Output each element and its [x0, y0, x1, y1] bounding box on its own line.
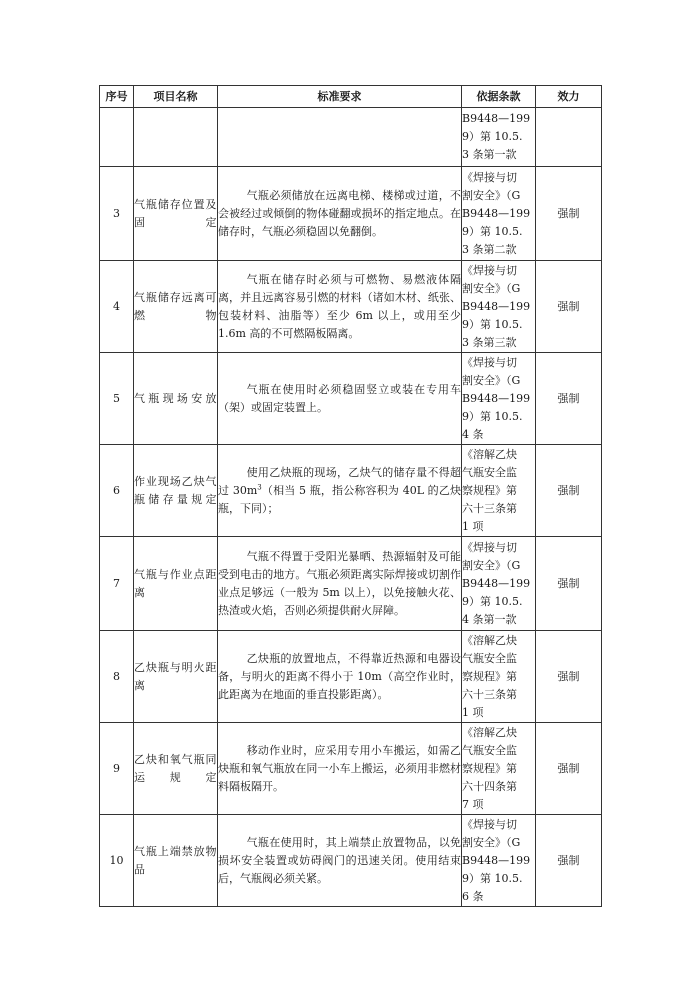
table-row	[100, 631, 602, 723]
cell-requirement: 气瓶在使用时必须稳固竖立或装在专用车（架）或固定装置上。	[218, 353, 462, 445]
cell-no: 5	[100, 353, 134, 445]
header-effect: 效力	[536, 86, 602, 108]
cell-effect: 强制	[536, 631, 602, 723]
cell-requirement: 气瓶不得置于受阳光暴晒、热源辐射及可能受到电击的地方。气瓶必须距离实际焊接或切割作业点足够远（一般为 5m 以上），以免接触火花、热渣或火焰，否则必须提供耐火屏障。	[218, 537, 462, 631]
cell-no: 6	[100, 445, 134, 537]
cell-requirement: 气瓶在使用时，其上端禁止放置物品，以免损坏安全装置或妨碍阀门的迅速关闭。使用结束后，气瓶阀必须关紧。	[218, 815, 462, 907]
cell-basis: 《焊接与切 割安全》（G B9448—199 9）第 10.5. 3 条第三款	[462, 261, 536, 353]
cell-name: 乙炔瓶与明火距离	[134, 631, 218, 723]
header-name: 项目名称	[134, 86, 218, 108]
cell-name	[134, 108, 218, 167]
cell-name: 乙炔和氧气瓶同运规定	[134, 723, 218, 815]
cell-effect: 强制	[536, 537, 602, 631]
cell-effect: 强制	[536, 723, 602, 815]
cell-name: 气瓶上端禁放物品	[134, 815, 218, 907]
cell-basis: 《焊接与切 割安全》（G B9448—199 9）第 10.5. 4 条第一款	[462, 537, 536, 631]
cell-no: 8	[100, 631, 134, 723]
cell-basis: 《溶解乙炔 气瓶安全监 察规程》第 六十三条第 1 项	[462, 445, 536, 537]
cell-no: 10	[100, 815, 134, 907]
cell-requirement	[218, 108, 462, 167]
cell-basis: 《溶解乙炔 气瓶安全监 察规程》第 六十四条第 7 项	[462, 723, 536, 815]
cell-basis: 《焊接与切 割安全》（G B9448—199 9）第 10.5. 6 条	[462, 815, 536, 907]
table-row	[100, 815, 602, 907]
cell-name: 气瓶储存位置及固定	[134, 167, 218, 261]
cell-basis: 《焊接与切 割安全》（G B9448—199 9）第 10.5. 4 条	[462, 353, 536, 445]
cell-effect: 强制	[536, 261, 602, 353]
table-row	[100, 537, 602, 631]
cell-effect: 强制	[536, 167, 602, 261]
cell-requirement: 气瓶必须储放在远离电梯、楼梯或过道，不会被经过或倾倒的物体碰翻或损坏的指定地点。在储存时，气瓶必须稳固以免翻倒。	[218, 167, 462, 261]
cell-basis: 《焊接与切 割安全》（G B9448—199 9）第 10.5. 3 条第二款	[462, 167, 536, 261]
cell-no: 3	[100, 167, 134, 261]
cell-name: 气瓶现场安放	[134, 353, 218, 445]
cell-requirement: 气瓶在储存时必须与可燃物、易燃液体隔离，并且远离容易引燃的材料（诸如木材、纸张、包装材料、油脂等）至少 6m 以上，或用至少 1.6m 高的不可燃隔板隔离。	[218, 261, 462, 353]
table-row	[100, 353, 602, 445]
header-no: 序号	[100, 86, 134, 108]
cell-requirement: 乙炔瓶的放置地点，不得靠近热源和电器设备，与明火的距离不得小于 10m（高空作业时，此距离为在地面的垂直投影距离）。	[218, 631, 462, 723]
header-basis: 依据条款	[462, 86, 536, 108]
table-row	[100, 261, 602, 353]
cell-effect: 强制	[536, 353, 602, 445]
cell-basis: 《溶解乙炔 气瓶安全监 察规程》第 六十三条第 1 项	[462, 631, 536, 723]
cell-no: 7	[100, 537, 134, 631]
header-requirement: 标准要求	[218, 86, 462, 108]
table-row	[100, 167, 602, 261]
table-row	[100, 445, 602, 537]
table-row	[100, 723, 602, 815]
cell-no: 9	[100, 723, 134, 815]
cell-no	[100, 108, 134, 167]
cell-effect: 强制	[536, 815, 602, 907]
regulation-table	[99, 85, 602, 907]
cell-effect	[536, 108, 602, 167]
cell-name: 气瓶储存远离可燃物	[134, 261, 218, 353]
table-row	[100, 108, 602, 167]
cell-no: 4	[100, 261, 134, 353]
cell-name: 作业现场乙炔气瓶储存量规定	[134, 445, 218, 537]
cell-requirement: 移动作业时，应采用专用小车搬运，如需乙炔瓶和氧气瓶放在同一小车上搬运，必须用非燃材料隔板隔开。	[218, 723, 462, 815]
cell-name: 气瓶与作业点距离	[134, 537, 218, 631]
cell-requirement: 使用乙炔瓶的现场，乙炔气的储存量不得超过 $30m^3$（相当 5 瓶，指公称容积为 40L 的乙炔瓶，下同）；	[218, 445, 462, 537]
table-header-row	[100, 86, 602, 108]
cell-basis: B9448—199 9）第 10.5. 3 条第一款	[462, 108, 536, 167]
cell-effect: 强制	[536, 445, 602, 537]
